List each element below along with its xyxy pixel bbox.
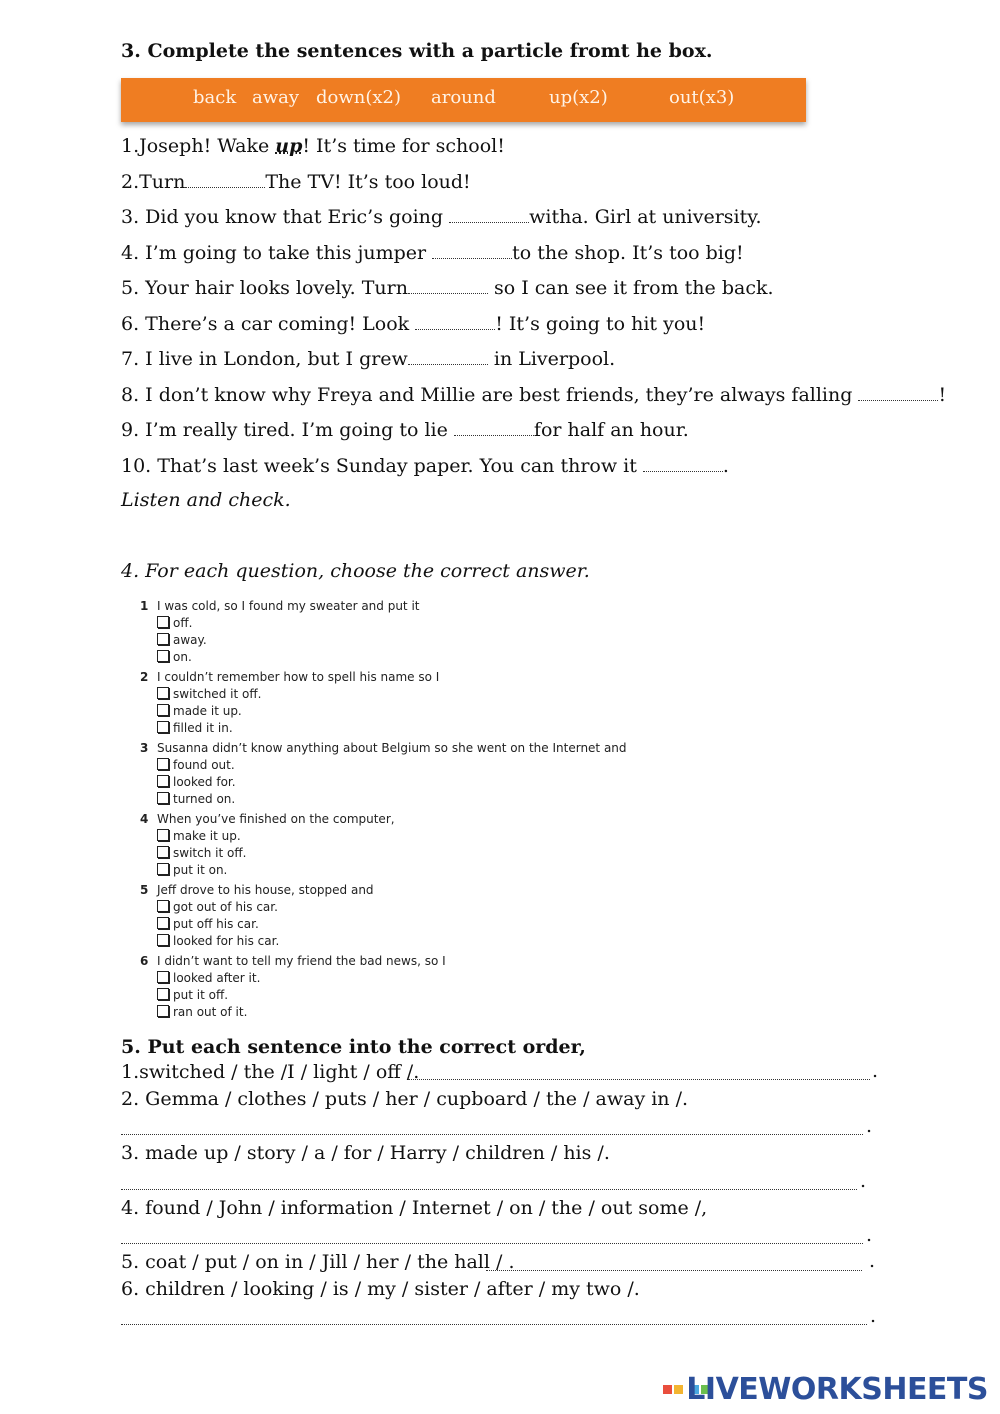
option[interactable] — [157, 649, 192, 666]
answer-blank[interactable] — [408, 348, 488, 365]
option-label: made it up. — [173, 704, 242, 718]
sentence-text: 1.Joseph! Wake — [121, 135, 276, 157]
exercise-5-title: 5. Put each sentence into the correct order, — [121, 1036, 586, 1058]
order-item-1: 1.switched / the /I / light / off /. — [121, 1061, 420, 1083]
option[interactable] — [157, 845, 246, 862]
sentence-text: 2.Turn — [121, 171, 186, 193]
answer-line-6[interactable] — [121, 1323, 867, 1325]
option[interactable] — [157, 970, 260, 987]
option[interactable] — [157, 1004, 247, 1021]
answer-blank[interactable] — [643, 455, 723, 472]
answer-line-3[interactable] — [121, 1188, 857, 1190]
logo-text: LIVEWORKSHEETS — [686, 1372, 988, 1407]
question-text: Jeff drove to his house, stopped and — [157, 883, 374, 897]
sentence-8 — [121, 383, 946, 407]
option-label: filled it in. — [173, 721, 233, 735]
sentence-text: 10. That’s last week’s Sunday paper. You can throw it — [121, 455, 643, 477]
order-item-4: 4. found / John / information / Internet / on / the / out some /, — [121, 1197, 708, 1219]
exercise-4-questions — [140, 598, 660, 1022]
option-label: make it up. — [173, 829, 241, 843]
question-1 — [140, 598, 420, 615]
checkbox-icon[interactable] — [157, 971, 169, 983]
word-out: out(x3) — [669, 87, 735, 108]
sentence-9 — [121, 418, 689, 442]
question-number: 4 — [140, 812, 149, 826]
answer-blank[interactable] — [185, 171, 265, 188]
exercise-3-title: 3. Complete the sentences with a particle fromt he box. — [121, 40, 713, 62]
answer-blank[interactable] — [454, 419, 534, 436]
order-item-2: 2. Gemma / clothes / puts / her / cupboard / the / away in /. — [121, 1088, 689, 1110]
checkbox-icon[interactable] — [157, 988, 169, 1000]
sentence-text: 7. I live in London, but I grew — [121, 348, 408, 370]
answer-field[interactable]: up — [275, 135, 303, 157]
option[interactable] — [157, 933, 279, 950]
answer-line-4[interactable] — [121, 1242, 863, 1244]
exercise-4-title: 4. For each question, choose the correct answer. — [121, 560, 590, 582]
sentence-text: ! — [938, 384, 947, 406]
question-text: Susanna didn’t know anything about Belgium so she went on the Internet and — [157, 741, 627, 755]
sentence-7 — [121, 347, 615, 371]
option-label: ran out of it. — [173, 1005, 248, 1019]
question-number: 1 — [140, 599, 149, 613]
sentence-text: 8. I don’t know why Freya and Millie are best friends, they’re always falling — [121, 384, 859, 406]
logo-grid-icon — [662, 1384, 686, 1395]
checkbox-icon[interactable] — [157, 758, 169, 770]
answer-blank[interactable] — [449, 206, 529, 223]
line-period: . — [872, 1060, 879, 1082]
option-label: found out. — [173, 758, 235, 772]
liveworksheets-logo[interactable] — [662, 1372, 988, 1408]
question-text: I didn’t want to tell my friend the bad news, so I — [157, 954, 446, 968]
sentence-3 — [121, 205, 762, 229]
checkbox-icon[interactable] — [157, 846, 169, 858]
order-item-6: 6. children / looking / is / my / sister / after / my two /. — [121, 1278, 640, 1300]
sentence-text: in Liverpool. — [487, 348, 616, 370]
order-item-5: 5. coat / put / on in / Jill / her / the hall / . — [121, 1251, 515, 1273]
checkbox-icon[interactable] — [157, 900, 169, 912]
checkbox-icon[interactable] — [157, 704, 169, 716]
line-period: . — [869, 1250, 876, 1272]
checkbox-icon[interactable] — [157, 687, 169, 699]
sentence-2 — [121, 170, 471, 194]
option[interactable] — [157, 686, 261, 703]
checkbox-icon[interactable] — [157, 863, 169, 875]
checkbox-icon[interactable] — [157, 917, 169, 929]
option-label: on. — [173, 650, 192, 664]
option[interactable] — [157, 862, 227, 879]
question-4 — [140, 811, 395, 828]
question-3 — [140, 740, 627, 757]
question-text: I was cold, so I found my sweater and put it — [157, 599, 420, 613]
sentence-text: 5. Your hair looks lovely. Turn — [121, 277, 408, 299]
sentence-1 — [121, 134, 505, 158]
sentence-text: 3. Did you know that Eric’s going — [121, 206, 450, 228]
option-label: looked for. — [173, 775, 236, 789]
option[interactable] — [157, 791, 235, 808]
question-5 — [140, 882, 374, 899]
option-label: put it off. — [173, 988, 229, 1002]
sentence-text: 9. I’m really tired. I’m going to lie — [121, 419, 454, 441]
line-period: . — [866, 1115, 873, 1137]
question-number: 6 — [140, 954, 149, 968]
sentence-text: The TV! It’s too loud! — [265, 171, 471, 193]
checkbox-icon[interactable] — [157, 775, 169, 787]
option-label: put it on. — [173, 863, 228, 877]
sentence-6 — [121, 312, 705, 336]
checkbox-icon[interactable] — [157, 934, 169, 946]
sentence-text: 6. There’s a car coming! Look — [121, 313, 416, 335]
option[interactable] — [157, 899, 278, 916]
option-label: looked after it. — [173, 971, 261, 985]
option-label: got out of his car. — [173, 900, 278, 914]
option[interactable] — [157, 615, 192, 632]
checkbox-icon[interactable] — [157, 1005, 169, 1017]
question-number: 3 — [140, 741, 149, 755]
option-label: off. — [173, 616, 193, 630]
checkbox-icon[interactable] — [157, 650, 169, 662]
order-item-3: 3. made up / story / a / for / Harry / children / his /. — [121, 1142, 610, 1164]
sentence-10 — [121, 454, 729, 478]
option[interactable] — [157, 774, 236, 791]
sentence-text: ! It’s time for school! — [302, 135, 505, 157]
checkbox-icon[interactable] — [157, 633, 169, 645]
answer-line-1[interactable] — [408, 1078, 870, 1080]
sentence-text: so I can see it from the back. — [487, 277, 774, 299]
answer-line-2[interactable] — [121, 1133, 863, 1135]
answer-blank[interactable] — [432, 242, 512, 259]
option[interactable] — [157, 703, 242, 720]
answer-blank[interactable] — [858, 384, 938, 401]
word-up: up(x2) — [549, 87, 608, 108]
line-period: . — [870, 1305, 877, 1327]
question-6 — [140, 953, 446, 970]
word-box — [121, 78, 806, 122]
listen-and-check: Listen and check. — [121, 489, 291, 511]
sentence-text: witha. Girl at university. — [529, 206, 762, 228]
checkbox-icon[interactable] — [157, 829, 169, 841]
question-number: 2 — [140, 670, 149, 684]
question-number: 5 — [140, 883, 149, 897]
option[interactable] — [157, 916, 259, 933]
checkbox-icon[interactable] — [157, 792, 169, 804]
answer-line-5[interactable] — [486, 1269, 862, 1271]
checkbox-icon[interactable] — [157, 721, 169, 733]
option[interactable] — [157, 757, 235, 774]
option-label: switched it off. — [173, 687, 262, 701]
option-label: away. — [173, 633, 207, 647]
word-back: back — [193, 87, 237, 108]
sentence-text: for half an hour. — [533, 419, 689, 441]
question-text: When you’ve finished on the computer, — [157, 812, 395, 826]
word-away: away — [252, 87, 300, 108]
option-label: looked for his car. — [173, 934, 280, 948]
answer-blank[interactable] — [415, 313, 495, 330]
answer-blank[interactable] — [408, 277, 488, 294]
line-period: . — [866, 1224, 873, 1246]
sentence-4 — [121, 241, 744, 265]
option[interactable] — [157, 987, 228, 1004]
question-2 — [140, 669, 439, 686]
option-label: switch it off. — [173, 846, 247, 860]
checkbox-icon[interactable] — [157, 616, 169, 628]
sentence-text: to the shop. It’s too big! — [512, 242, 744, 264]
option-label: put off his car. — [173, 917, 259, 931]
sentence-text: ! It’s going to hit you! — [495, 313, 706, 335]
sentence-text: . — [722, 455, 729, 477]
option-label: turned on. — [173, 792, 236, 806]
sentence-text: 4. I’m going to take this jumper — [121, 242, 433, 264]
option[interactable] — [157, 828, 241, 845]
word-down: down(x2) — [316, 87, 402, 108]
word-around: around — [431, 87, 496, 108]
sentence-5 — [121, 276, 774, 300]
option[interactable] — [157, 632, 207, 649]
option[interactable] — [157, 720, 233, 737]
question-text: I couldn’t remember how to spell his name so I — [157, 670, 440, 684]
line-period: . — [860, 1170, 867, 1192]
